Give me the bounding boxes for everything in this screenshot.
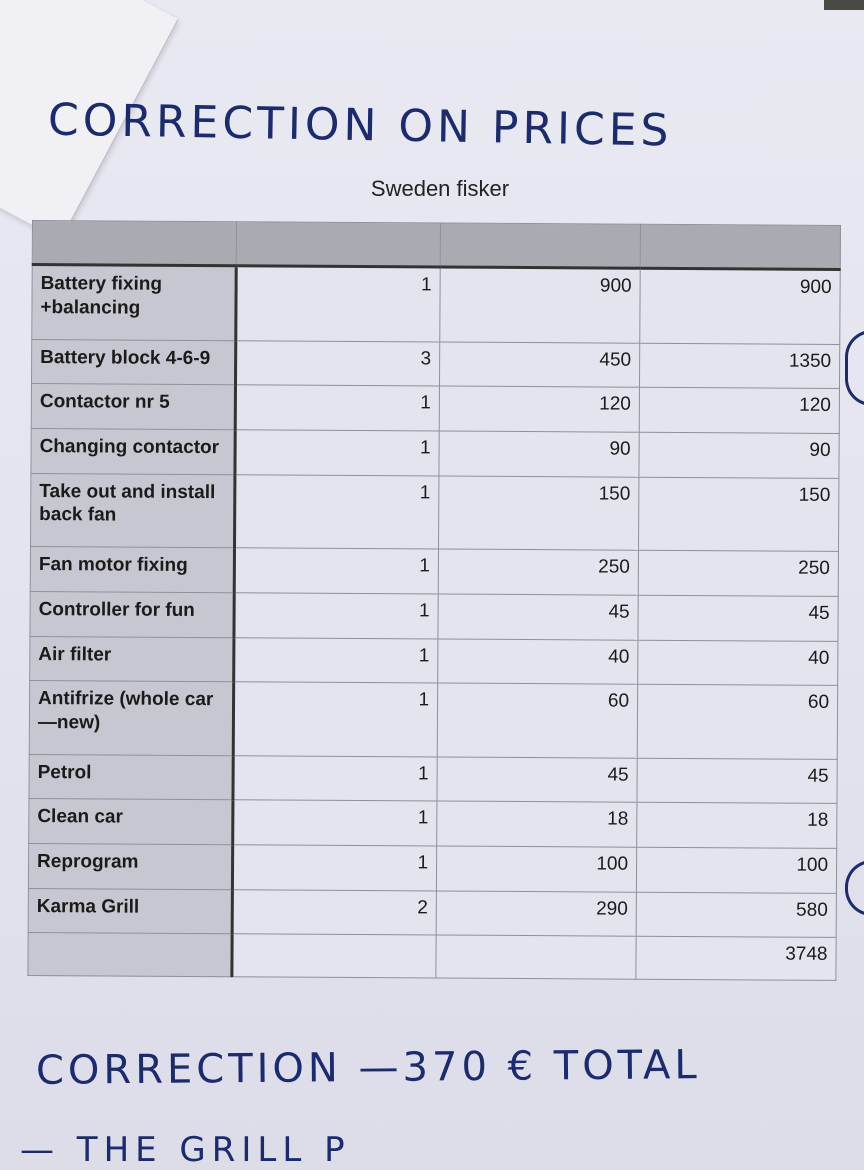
item-name-cell: Antifrize (whole car—new) bbox=[29, 681, 233, 756]
header-cell bbox=[640, 224, 840, 269]
quantity-cell: 1 bbox=[236, 266, 440, 342]
line-total-cell: 40 bbox=[638, 640, 838, 686]
table-row bbox=[30, 547, 838, 597]
empty-cell bbox=[28, 933, 232, 977]
table-row bbox=[29, 754, 837, 804]
grand-total-cell: 3748 bbox=[636, 937, 836, 981]
unit-price-cell: 120 bbox=[439, 386, 639, 432]
quantity-cell: 1 bbox=[235, 474, 439, 549]
line-total-cell: 60 bbox=[637, 684, 837, 759]
line-total-cell: 18 bbox=[637, 803, 837, 849]
table-row bbox=[30, 636, 838, 686]
unit-price-cell: 45 bbox=[438, 594, 638, 640]
quantity-cell: 1 bbox=[235, 430, 439, 476]
line-total-cell: 45 bbox=[637, 758, 837, 804]
line-total-cell: 900 bbox=[640, 268, 840, 344]
quantity-cell: 1 bbox=[233, 682, 437, 757]
unit-price-cell: 45 bbox=[437, 757, 637, 803]
table-row bbox=[31, 384, 839, 434]
table-row bbox=[29, 681, 837, 759]
unit-price-cell: 900 bbox=[440, 267, 640, 343]
quantity-cell: 2 bbox=[232, 889, 436, 935]
grand-total-row bbox=[28, 933, 836, 981]
quantity-cell: 1 bbox=[234, 593, 438, 639]
quantity-cell: 1 bbox=[234, 637, 438, 683]
line-total-cell: 580 bbox=[636, 892, 836, 938]
header-cell bbox=[440, 223, 640, 268]
table-row bbox=[31, 429, 839, 479]
handwritten-partial-line: — THE GRILL P bbox=[20, 1130, 351, 1170]
table-row bbox=[31, 339, 839, 389]
quantity-cell: 3 bbox=[235, 340, 439, 386]
handwritten-title: CORRECTION ON PRICES bbox=[47, 94, 673, 157]
item-name-cell: Clean car bbox=[29, 799, 233, 845]
header-cell bbox=[236, 222, 440, 267]
line-total-cell: 150 bbox=[638, 477, 838, 552]
empty-cell bbox=[232, 934, 436, 978]
line-total-cell: 100 bbox=[636, 847, 836, 893]
quantity-cell: 1 bbox=[232, 845, 436, 891]
unit-price-cell: 450 bbox=[439, 342, 639, 388]
item-name-cell: Reprogram bbox=[28, 844, 232, 890]
table-header-row bbox=[32, 221, 840, 270]
unit-price-cell: 150 bbox=[438, 476, 638, 551]
item-name-cell: Take out and install back fan bbox=[31, 473, 235, 548]
table-row bbox=[32, 265, 840, 345]
table-caption: Sweden fisker bbox=[370, 176, 510, 201]
table-row bbox=[31, 473, 839, 551]
item-name-cell: Controller for fun bbox=[30, 591, 234, 637]
item-name-cell: Contactor nr 5 bbox=[31, 384, 235, 430]
handwritten-correction: CORRECTION —370 € TOTAL bbox=[35, 1042, 701, 1094]
quantity-cell: 1 bbox=[233, 755, 437, 801]
quantity-cell: 1 bbox=[235, 385, 439, 431]
table-row bbox=[28, 844, 836, 894]
header-cell bbox=[32, 221, 236, 266]
quantity-cell: 1 bbox=[234, 548, 438, 594]
unit-price-cell: 60 bbox=[437, 683, 637, 758]
unit-price-cell: 40 bbox=[438, 639, 638, 685]
item-name-cell: Battery block 4-6-9 bbox=[31, 339, 235, 385]
quantity-cell: 1 bbox=[233, 800, 437, 846]
table-row bbox=[30, 591, 838, 641]
item-name-cell: Karma Grill bbox=[28, 888, 232, 934]
line-total-cell: 250 bbox=[638, 550, 838, 596]
line-total-cell: 120 bbox=[639, 388, 839, 434]
item-name-cell: Battery fixing +balancing bbox=[32, 265, 236, 341]
table-row bbox=[28, 888, 836, 938]
unit-price-cell: 100 bbox=[436, 846, 636, 892]
unit-price-cell: 250 bbox=[438, 549, 638, 595]
table-row bbox=[29, 799, 837, 849]
unit-price-cell: 90 bbox=[439, 431, 639, 477]
line-total-cell: 1350 bbox=[639, 343, 839, 389]
item-name-cell: Changing contactor bbox=[31, 429, 235, 475]
unit-price-cell: 290 bbox=[436, 891, 636, 937]
line-total-cell: 90 bbox=[639, 432, 839, 478]
background-corner bbox=[824, 0, 864, 10]
item-name-cell: Petrol bbox=[29, 754, 233, 800]
price-table bbox=[27, 220, 841, 981]
line-total-cell: 45 bbox=[638, 595, 838, 641]
unit-price-cell: 18 bbox=[437, 801, 637, 847]
empty-cell bbox=[436, 935, 636, 979]
item-name-cell: Air filter bbox=[30, 636, 234, 682]
item-name-cell: Fan motor fixing bbox=[30, 547, 234, 593]
